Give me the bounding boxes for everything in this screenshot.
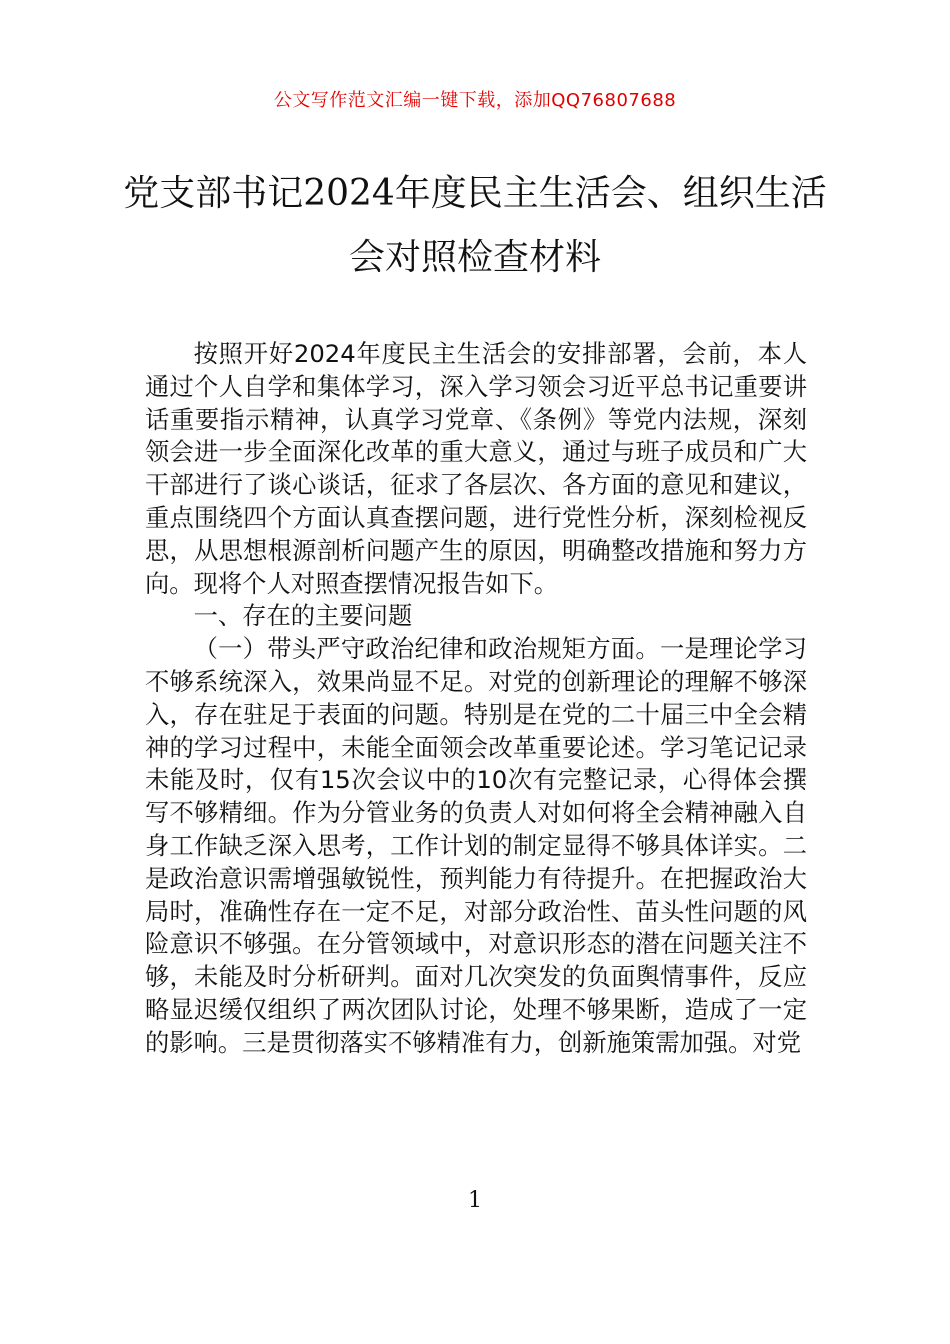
header-note: 公文写作范文汇编一键下载，添加QQ76807688 [273, 90, 677, 111]
page-number: 1 [468, 1188, 482, 1213]
section-heading: 一、存在的主要问题 [193, 601, 413, 631]
document-body [145, 338, 807, 1060]
intro-paragraph: 按照开好2024年度民主生活会的安排部署，会前，本人通过个人自学和集体学习，深入学习领会习近平总书记重要讲话重要指示精神，认真学习党章、《条例》等党内法规，深刻领会进一步全面深化改革的重大意义，通过与班子成员和广大干部进行了谈心谈话，征求了各层次、各方面的意见和建议，重点围绕四个方面认真查摆问题，进行党性分析，深刻检视反思，从思想根源剖析问题产生的原因，明确整改措施和努力方向。现将个人对照查摆情况报告如下。 [145, 339, 807, 598]
document-title: 党支部书记2024年度民主生活会、组织生活会对照检查材料 [123, 173, 827, 278]
subsection-paragraph: （一）带头严守政治纪律和政治规矩方面。一是理论学习不够系统深入，效果尚显不足。对党的创新理论的理解不够深入，存在驻足于表面的问题。特别是在党的二十届三中全会精神的学习过程中，未能全面领会改革重要论述。学习笔记记录未能及时，仅有15次会议中的10次有完整记录，心得体会撰写不够精细。作为分管业务的负责人对如何将全会精神融入自身工作缺乏深入思考，工作计划的制定显得不够具体详实。二是政治意识需增强敏锐性，预判能力有待提升。在把握政治大局时，准确性存在一定不足，对部分政治性、苗头性问题的风险意识不够强。在分管领域中，对意识形态的潜在问题关注不够，未能及时分析研判。面对几次突发的负面舆情事件，反应略显迟缓仅组织了两次团队讨论，处理不够果断，造成了一定的影响。三是贯彻落实不够精准有力，创新施策需加强。对党 [145, 634, 807, 1057]
